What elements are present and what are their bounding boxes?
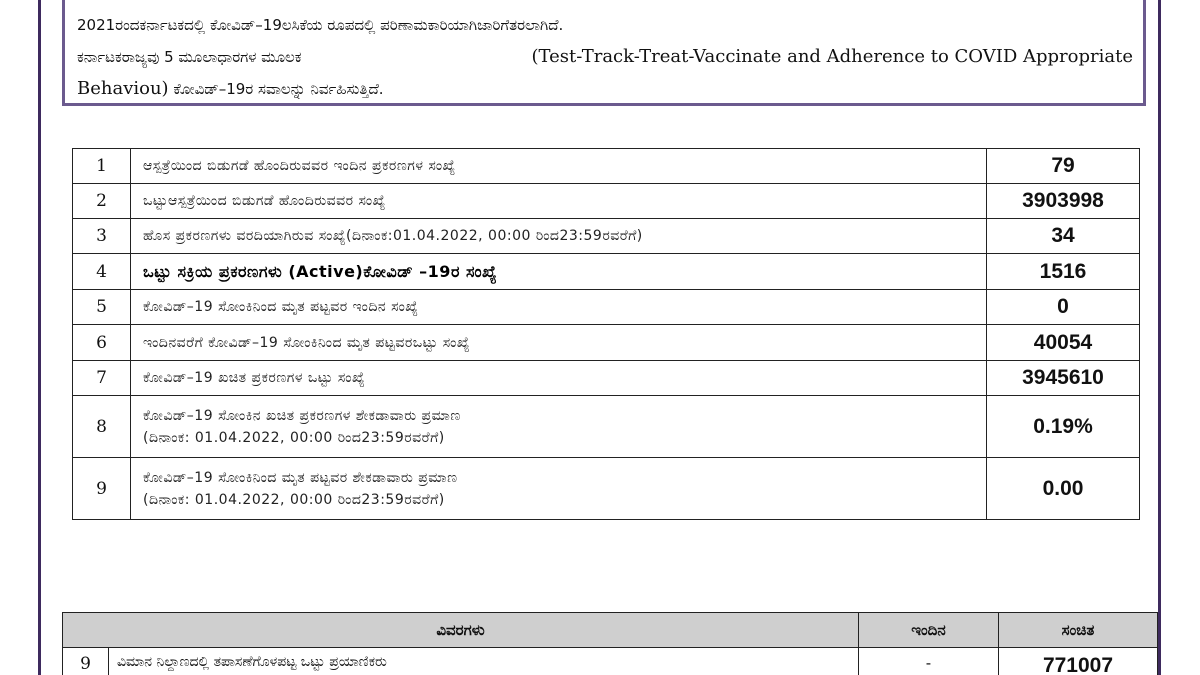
- row-value: 79: [987, 149, 1140, 184]
- notice-line-3-english: Behaviou): [77, 78, 169, 99]
- notice-line-1-text: 2021ರಂದಕರ್ನಾಟಕದಲ್ಲಿ ಕೋವಿಡ್–19ಲಸಿಕೆಯ ರೂಪದಲ್ಲಿ ಪರಿಣಾಮಕಾರಿಯಾಗಿಜಾರಿಗೆತರಲಾಗಿದೆ.: [77, 16, 564, 34]
- table-row: [63, 648, 1158, 675]
- row-number: 9: [63, 648, 109, 675]
- notice-line-2-kannada: ಕರ್ನಾಟಕರಾಜ್ಯವು 5 ಮೂಲಾಧಾರಗಳ ಮೂಲಕ: [77, 48, 302, 66]
- row-value: 34: [987, 219, 1140, 254]
- table-row: [73, 325, 1140, 361]
- header-details: ವಿವರಗಳು: [63, 613, 859, 648]
- row-value: 40054: [987, 325, 1140, 361]
- row-number: 8: [73, 396, 131, 458]
- row-description: ಹೊಸ ಪ್ರಕರಣಗಳು ವರದಿಯಾಗಿರುವ ಸಂಖ್ಯೆ(ದಿನಾಂಕ:01.04.2022, 00:00 ರಿಂದ23:59ರವರೆಗೆ): [131, 219, 987, 254]
- table-row: [73, 254, 1140, 290]
- row-description: ವಿಮಾನ ನಿಲ್ದಾಣದಲ್ಲಿ ತಪಾಸಣೆಗೊಳಪಟ್ಟ ಒಟ್ಟು ಪ್ರಯಾಣಿಕರು: [109, 648, 859, 675]
- header-cumulative: ಸಂಚಿತ: [999, 613, 1158, 648]
- row-number: 3: [73, 219, 131, 254]
- row-value: 1516: [987, 254, 1140, 290]
- table-row: [73, 361, 1140, 396]
- table-row: [73, 458, 1140, 520]
- row-description-line-2: (ದಿನಾಂಕ: 01.04.2022, 00:00 ರಿಂದ23:59ರವರೆಗೆ): [143, 491, 445, 508]
- row-value: 3945610: [987, 361, 1140, 396]
- header-today: ಇಂದಿನ: [859, 613, 999, 648]
- row-number: 1: [73, 149, 131, 184]
- table-row: [73, 219, 1140, 254]
- details-table-header: [63, 613, 1158, 648]
- row-description: ಕೋವಿಡ್–19 ಸೋಂಕಿನಿಂದ ಮೃತ ಪಟ್ಟವರ ಇಂದಿನ ಸಂಖ್ಯೆ: [131, 290, 987, 325]
- row-description: [131, 396, 987, 458]
- notice-line-2-english: (Test-Track-Treat-Vaccinate and Adherence to COVID Appropriate: [531, 46, 1133, 67]
- row-number: 9: [73, 458, 131, 520]
- row-value: 3903998: [987, 184, 1140, 219]
- page-right-border: [1158, 0, 1161, 675]
- notice-line-3: [77, 73, 1133, 105]
- row-description: [131, 458, 987, 520]
- row-description-line-1: ಕೋವಿಡ್–19 ಸೋಂಕಿನ ಖಚಿತ ಪ್ರಕರಣಗಳ ಶೇಕಡಾವಾರು ಪ್ರಮಾಣ: [143, 407, 461, 424]
- page-left-margin: [0, 0, 40, 675]
- row-description-line-2: (ದಿನಾಂಕ: 01.04.2022, 00:00 ರಿಂದ23:59ರವರೆಗೆ): [143, 429, 445, 446]
- row-description: ಇಂದಿನವರೆಗೆ ಕೋವಿಡ್–19 ಸೋಂಕಿನಿಂದ ಮೃತ ಪಟ್ಟವರಒಟ್ಟು ಸಂಖ್ಯೆ: [131, 325, 987, 361]
- row-number: 5: [73, 290, 131, 325]
- notice-line-3-kannada: ಕೋವಿಡ್–19ರ ಸವಾಲನ್ನು ನಿರ್ವಹಿಸುತ್ತಿದೆ.: [168, 80, 384, 98]
- page-left-border: [38, 0, 41, 675]
- row-description: ಒಟ್ಟುಆಸ್ಪತ್ರೆಯಿಂದ ಬಿಡುಗಡೆ ಹೊಂದಿರುವವರ ಸಂಖ್ಯೆ: [131, 184, 987, 219]
- covid-stats-table: [72, 148, 1140, 520]
- table-row: [73, 184, 1140, 219]
- row-today-value: -: [859, 648, 999, 675]
- row-value: 0: [987, 290, 1140, 325]
- row-description-line-1: ಕೋವಿಡ್–19 ಸೋಂಕಿನಿಂದ ಮೃತ ಪಟ್ಟವರ ಶೇಕಡಾವಾರು ಪ್ರಮಾಣ: [143, 469, 458, 486]
- table-row: [73, 149, 1140, 184]
- row-number: 6: [73, 325, 131, 361]
- row-description: ಒಟ್ಟು ಸಕ್ರಿಯ ಪ್ರಕರಣಗಳು (Active)ಕೋವಿಡ್ –19ರ ಸಂಖ್ಯೆ: [131, 254, 987, 290]
- row-value: 0.00: [987, 458, 1140, 520]
- row-number: 2: [73, 184, 131, 219]
- notice-box: [62, 0, 1146, 106]
- row-description: ಆಸ್ಪತ್ರೆಯಿಂದ ಬಿಡುಗಡೆ ಹೊಂದಿರುವವರ ಇಂದಿನ ಪ್ರಕರಣಗಳ ಸಂಖ್ಯೆ: [131, 149, 987, 184]
- table-row: [73, 396, 1140, 458]
- row-number: 7: [73, 361, 131, 396]
- notice-line-2: [77, 41, 1133, 73]
- row-value: 0.19%: [987, 396, 1140, 458]
- row-number: 4: [73, 254, 131, 290]
- row-cumulative-value: 771007: [999, 648, 1158, 675]
- notice-line-1: [77, 9, 1133, 41]
- row-description: ಕೋವಿಡ್–19 ಖಚಿತ ಪ್ರಕರಣಗಳ ಒಟ್ಟು ಸಂಖ್ಯೆ: [131, 361, 987, 396]
- details-table: [62, 612, 1158, 675]
- table-row: [73, 290, 1140, 325]
